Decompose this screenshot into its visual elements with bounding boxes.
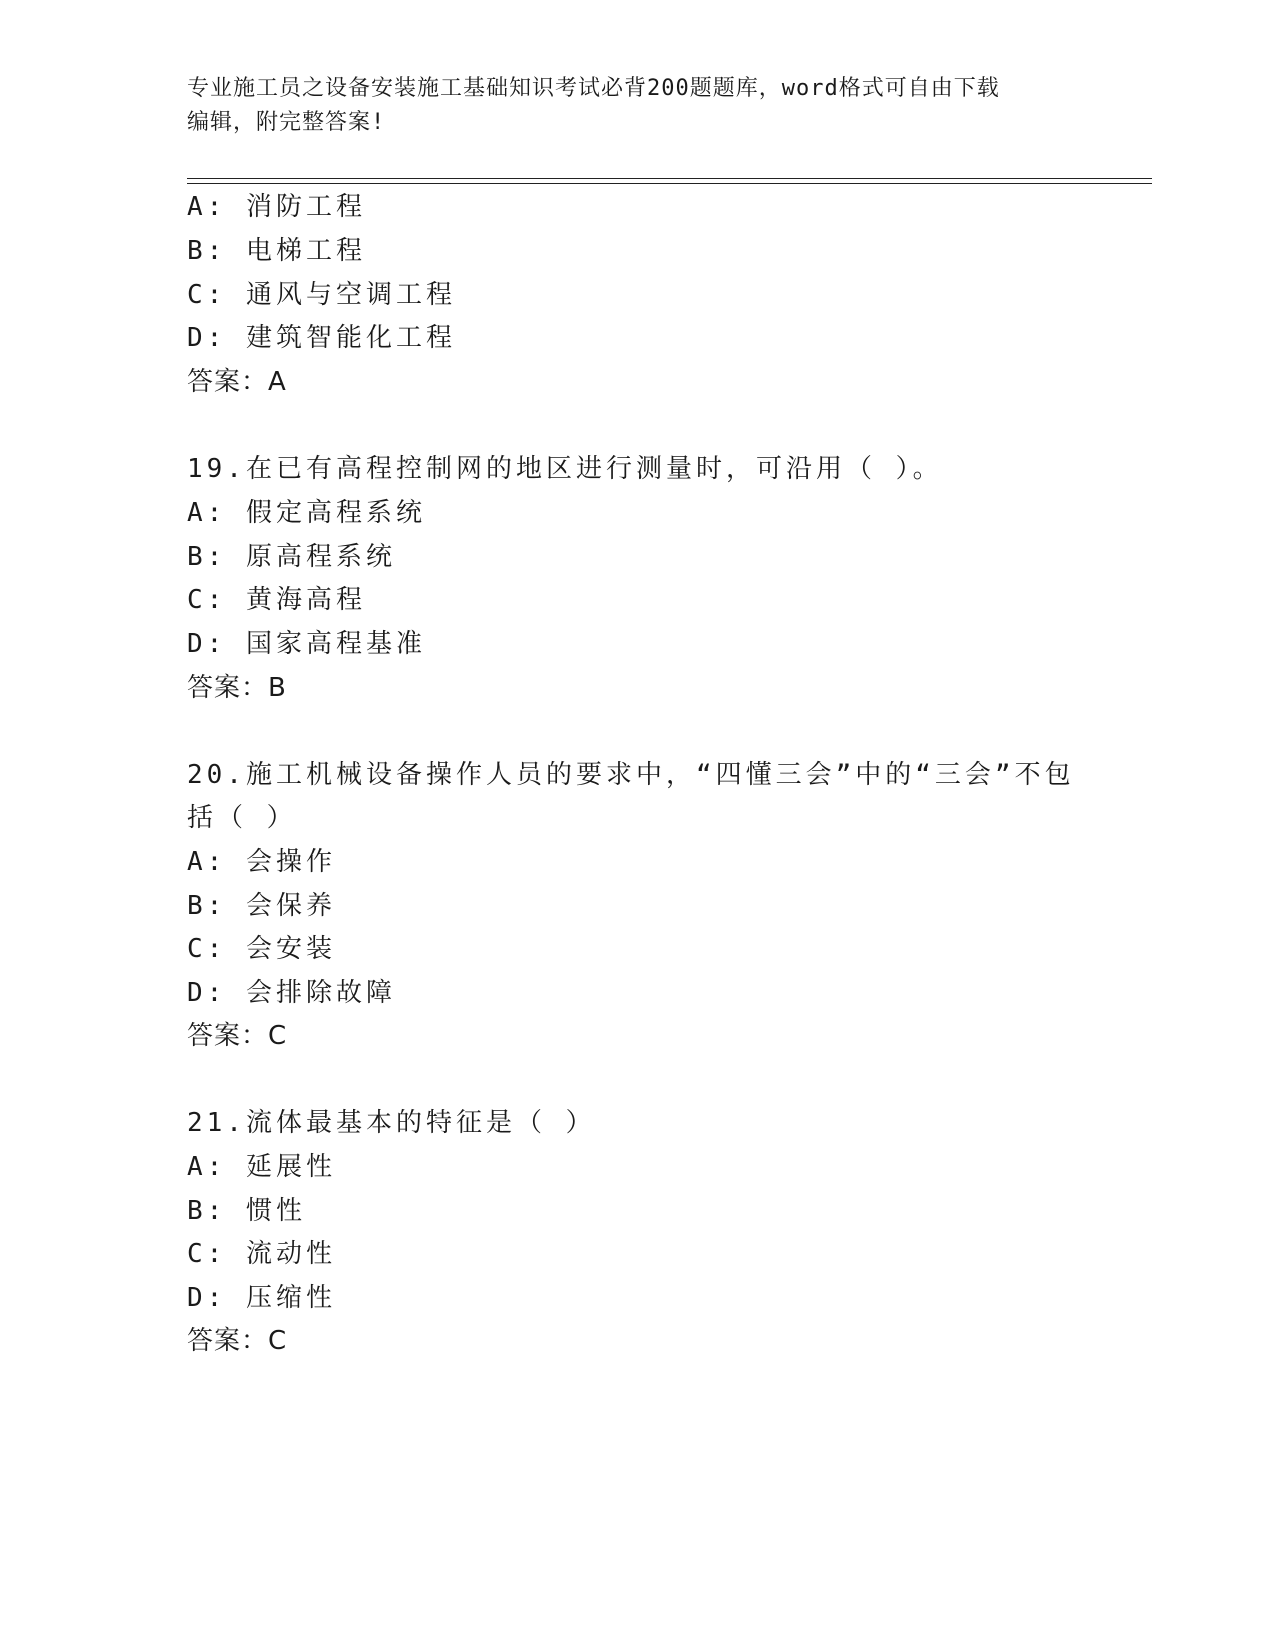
q19-option-d: D: 国家高程基准	[187, 629, 426, 659]
header-divider-top	[187, 178, 1152, 179]
q20-stem-line-2: 括（ ）	[187, 803, 297, 833]
q21-option-b: B: 惯性	[187, 1196, 306, 1226]
q21-option-a: A: 延展性	[187, 1152, 336, 1182]
q19-option-a: A: 假定高程系统	[187, 498, 426, 528]
q21-option-c: C: 流动性	[187, 1239, 336, 1269]
q20-option-a: A: 会操作	[187, 847, 336, 877]
q21-answer: 答案：C	[187, 1326, 288, 1356]
q18-answer: 答案：A	[187, 367, 287, 397]
q20-option-c: C: 会安装	[187, 934, 336, 964]
q19-option-b: B: 原高程系统	[187, 542, 396, 572]
q18-option-b: B: 电梯工程	[187, 236, 366, 266]
q18-option-a: A: 消防工程	[187, 192, 366, 222]
q20-answer: 答案：C	[187, 1021, 288, 1051]
q20-stem-line-1: 20.施工机械设备操作人员的要求中，“四懂三会”中的“三会”不包	[187, 760, 1075, 790]
q20-option-b: B: 会保养	[187, 891, 336, 921]
header-line-2: 编辑，附完整答案!	[187, 110, 386, 135]
document-header	[187, 72, 1067, 140]
q19-stem: 19.在已有高程控制网的地区进行测量时，可沿用（ ）。	[187, 454, 943, 484]
q21-stem: 21.流体最基本的特征是（ ）	[187, 1108, 596, 1138]
q19-option-c: C: 黄海高程	[187, 585, 366, 615]
q20-option-d: D: 会排除故障	[187, 978, 396, 1008]
header-line-1: 专业施工员之设备安装施工基础知识考试必背200题题库，word格式可自由下载	[187, 76, 1000, 101]
q21-option-d: D: 压缩性	[187, 1283, 336, 1313]
q18-option-c: C: 通风与空调工程	[187, 280, 456, 310]
q19-answer: 答案：B	[187, 673, 287, 703]
q18-option-d: D: 建筑智能化工程	[187, 323, 456, 353]
header-divider-bottom	[187, 183, 1152, 184]
